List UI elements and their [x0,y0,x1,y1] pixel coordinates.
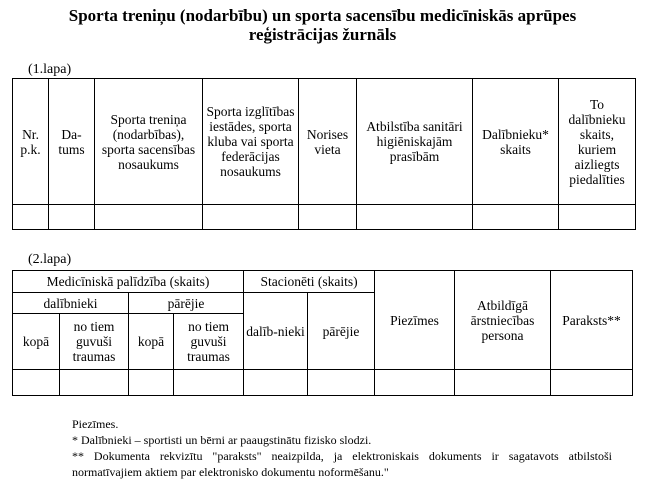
header-signature: Paraksts** [551,271,633,370]
empty-cell[interactable] [551,370,633,396]
empty-cell[interactable] [299,205,357,230]
empty-cell[interactable] [455,370,551,396]
footnotes [72,416,612,480]
header-institution: Sporta izglītības iestādes, sporta kluba vai sporta federācijas nosaukums [203,79,299,205]
empty-cell[interactable] [308,370,375,396]
notes-heading: Piezīmes. [72,417,119,431]
header-notes: Piezīmes [375,271,455,370]
header-participants-total: kopā [13,314,60,370]
title-line-2: reģistrācijas žurnāls [248,25,397,44]
empty-cell[interactable] [357,205,473,230]
header-hygiene: Atbilstība sanitāri higiēniskajām prasībām [357,79,473,205]
empty-cell[interactable] [49,205,95,230]
empty-cell[interactable] [174,370,244,396]
header-medical-help: Medicīniskā palīdzība (skaits) [13,271,244,293]
header-others-injured: no tiem guvuši traumas [174,314,244,370]
header-participants: dalībnieki [13,293,129,314]
header-others: pārējie [129,293,244,314]
note-signature: ** Dokumenta rekvizītu "paraksts" neaizpilda, ja elektroniskais dokuments ir sagatavots atbilstoši [72,449,612,463]
empty-cell[interactable] [473,205,559,230]
note-participants: * Dalībnieki – sportisti un bērni ar paaugstinātu fizisko slodzi. [72,433,372,447]
header-participants-injured: no tiem guvuši traumas [60,314,129,370]
header-banned-count: To dalībnieku skaits, kuriem aizliegts piedalīties [559,79,636,205]
sheet2-table [12,270,633,396]
header-date: Da-tums [49,79,95,205]
empty-cell[interactable] [129,370,174,396]
empty-cell[interactable] [13,205,49,230]
empty-cell[interactable] [244,370,308,396]
sheet1-table [12,78,636,230]
header-stationary: Stacionēti (skaits) [244,271,375,293]
header-others-total: kopā [129,314,174,370]
sheet1-label: (1.lapa) [28,62,72,77]
header-participants-count: Dalībnieku* skaits [473,79,559,205]
sheet2-empty-row [13,370,633,396]
empty-cell[interactable] [559,205,636,230]
note-signature-cont: normatīvajiem aktiem par elektronisko dokumentu noformēšanu." [72,465,389,479]
empty-cell[interactable] [203,205,299,230]
header-stationary-participants: dalīb-nieki [244,293,308,370]
empty-cell[interactable] [375,370,455,396]
sheet1-empty-row [13,205,636,230]
header-venue: Norises vieta [299,79,357,205]
header-training-name: Sporta treniņa (nodarbības), sporta sacensības nosaukums [95,79,203,205]
journal-title [0,6,645,44]
header-stationary-others: pārējie [308,293,375,370]
header-responsible-doctor: Atbildīgā ārstniecības persona [455,271,551,370]
header-nr: Nr. p.k. [13,79,49,205]
sheet2-label: (2.lapa) [28,252,72,267]
title-line-1: Sporta treniņu (nodarbību) un sporta sacensību medicīniskās aprūpes [68,6,577,25]
empty-cell[interactable] [13,370,60,396]
empty-cell[interactable] [95,205,203,230]
empty-cell[interactable] [60,370,129,396]
